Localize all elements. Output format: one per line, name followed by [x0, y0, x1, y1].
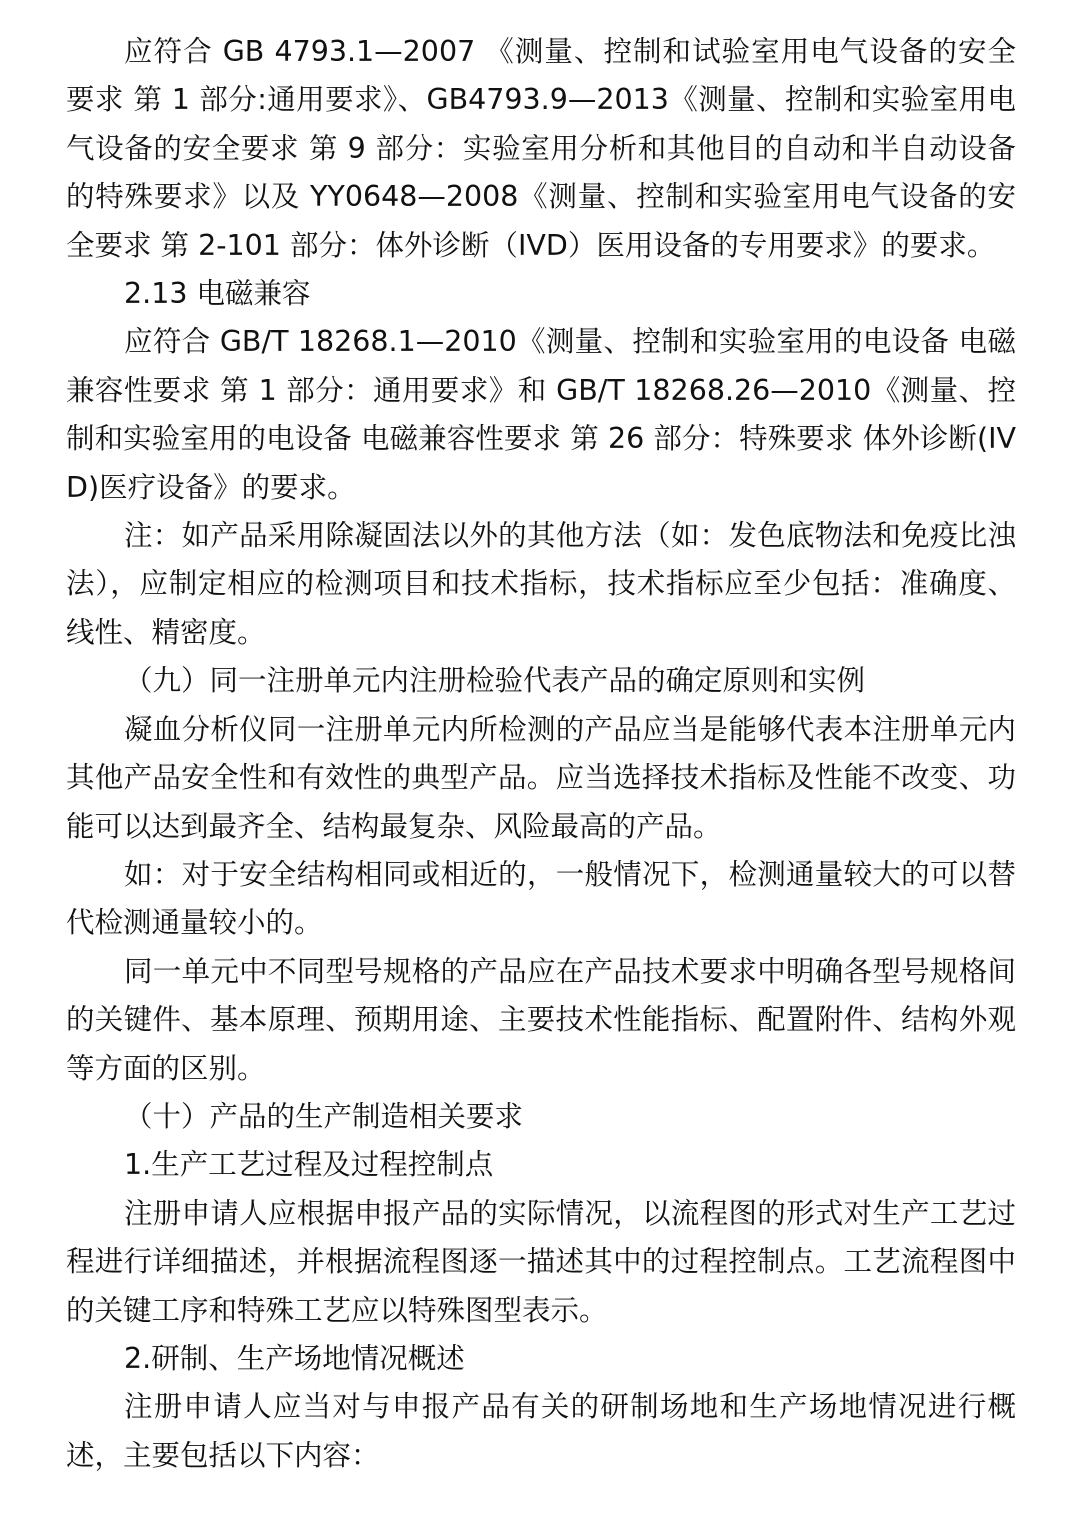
paragraph-safety-requirements: 应符合 GB 4793.1—2007 《测量、控制和试验室用电气设备的安全要求 第 1 部分:通用要求》、GB4793.9—2013《测量、控制和实验室用电气设备的安全要求 第 9 部分：实验室用分析和其他目的自动和半自动设备的特殊要求》以及 YY0648—2008《测量、控制和实验室用电气设备的安全要求 第 2-101 部分：体外诊断（IVD）医用设备的专用要求》的要求。 — [66, 35, 1016, 262]
paragraph-representative-product: 凝血分析仪同一注册单元内所检测的产品应当是能够代表本注册单元内其他产品安全性和有效性的典型产品。应当选择技术指标及性能不改变、功能可以达到最齐全、结构最复杂、风险最高的产品。 — [66, 712, 1016, 843]
paragraph-emc-requirements: 应符合 GB/T 18268.1—2010《测量、控制和实验室用的电设备 电磁兼容性要求 第 1 部分：通用要求》和 GB/T 18268.26—2010《测量、控制和实验室用的电设备 电磁兼容性要求 第 26 部分：特殊要求 体外诊断(IVD)医疗设备》的要求。 — [66, 325, 1016, 504]
heading-section-10: （十）产品的生产制造相关要求 — [124, 1099, 524, 1133]
heading-1-process-control: 1.生产工艺过程及过程控制点 — [124, 1148, 494, 1182]
paragraph-model-differences: 同一单元中不同型号规格的产品应在产品技术要求中明确各型号规格间的关键件、基本原理、预期用途、主要技术性能指标、配置附件、结构外观等方面的区别。 — [66, 954, 1016, 1085]
paragraph-note-other-methods: 注：如产品采用除凝固法以外的其他方法（如：发色底物法和免疫比浊法），应制定相应的检测项目和技术指标，技术指标应至少包括：准确度、线性、精密度。 — [66, 519, 1016, 649]
paragraph-site-overview: 注册申请人应当对与申报产品有关的研制场地和生产场地情况进行概述，主要包括以下内容： — [66, 1390, 1016, 1472]
paragraph-example-throughput: 如：对于安全结构相同或相近的，一般情况下，检测通量较大的可以替代检测通量较小的。 — [66, 857, 1016, 940]
heading-section-9: （九）同一注册单元内注册检验代表产品的确定原则和实例 — [124, 664, 866, 698]
document-body — [66, 28, 1016, 1480]
paragraph-process-flow: 注册申请人应根据申报产品的实际情况，以流程图的形式对生产工艺过程进行详细描述，并根据流程图逐一描述其中的过程控制点。工艺流程图中的关键工序和特殊工艺应以特殊图型表示。 — [66, 1196, 1016, 1327]
heading-2-13-emc: 2.13 电磁兼容 — [124, 277, 311, 311]
heading-2-site-overview: 2.研制、生产场地情况概述 — [124, 1341, 465, 1375]
